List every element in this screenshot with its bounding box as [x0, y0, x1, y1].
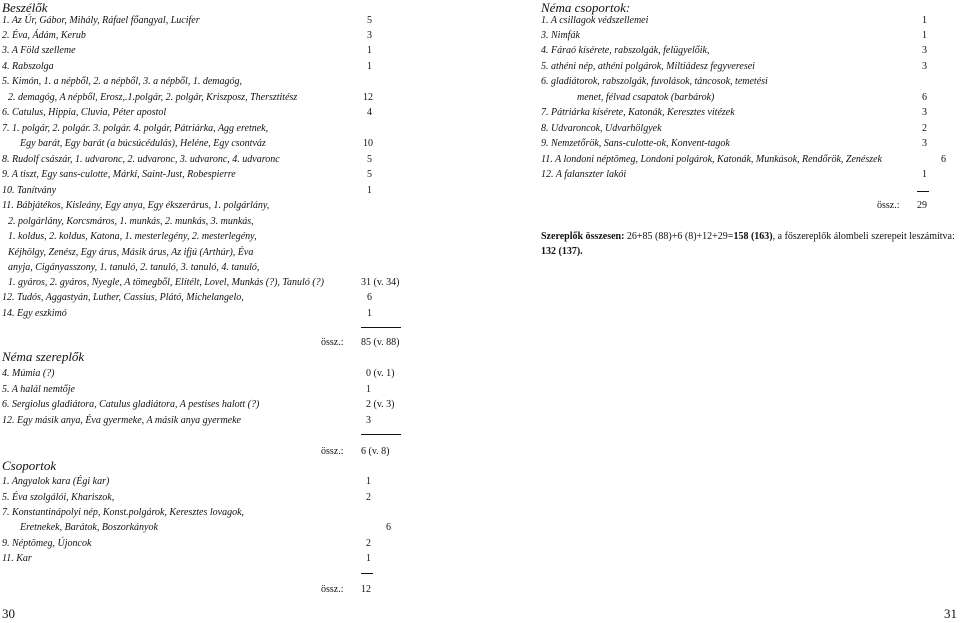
- list-item-count: 1: [367, 185, 372, 196]
- list-item-count: 6: [922, 92, 927, 103]
- list-item: menet, félvad csapatok (barbárok): [577, 92, 715, 103]
- list-item: 10. Tanítvány: [2, 185, 57, 196]
- list-item: 8. Rudolf császár, 1. udvaronc, 2. udvaronc, 3. udvaronc, 4. udvaronc: [2, 154, 280, 165]
- list-item: 5. Éva szolgálói, Khariszok,: [2, 492, 115, 503]
- list-item: 6. Sergiolus gladiátora, Catulus gladiátora, A pestises halott (?): [2, 399, 260, 410]
- sum-value: 12: [361, 584, 371, 595]
- list-item: 1. A csillagok védszellemei: [541, 15, 649, 26]
- list-item: 1. Angyalok kara (Égi kar): [2, 476, 110, 487]
- list-item-count: 3: [922, 138, 927, 149]
- list-item: 11. A londoni néptömeg, Londoni polgárok, Katonák, Munkások, Rendőrök, Zenészek: [541, 154, 882, 165]
- page-number-left: 30: [2, 606, 15, 621]
- list-item: 6. Catulus, Hippia, Cluvia, Péter apostol: [2, 107, 167, 118]
- list-item: 3. A Föld szelleme: [2, 45, 76, 56]
- list-item: anyja, Cigányasszony, 1. tanuló, 2. tanuló, 3. tanuló, 4. tanuló,: [8, 262, 260, 273]
- list-item: 7. Konstantinápolyi nép, Konst.polgárok, Keresztes lovagok,: [2, 507, 245, 518]
- heading-nema-csoportok: Néma csoportok:: [541, 0, 631, 15]
- list-item-count: 3: [366, 415, 371, 426]
- list-item: Eretnekek, Barátok, Boszorkányok: [20, 522, 158, 533]
- sum-rule: [361, 573, 373, 574]
- heading-csoportok: Csoportok: [2, 458, 57, 473]
- list-item: 4. Múmia (?): [2, 368, 55, 379]
- list-item-count: 3: [922, 61, 927, 72]
- list-item-count: 1: [922, 169, 927, 180]
- list-item: 8. Udvaroncok, Udvarhölgyek: [541, 123, 662, 134]
- summary-label: Szereplők összesen:: [541, 231, 625, 242]
- sum-label: össz.:: [321, 337, 344, 348]
- page-number-right: 31: [944, 606, 957, 621]
- list-item-count: 1: [366, 553, 371, 564]
- list-item: 12. Tudós, Aggastyán, Luther, Cassius, Plátó, Michelangelo,: [2, 292, 244, 303]
- list-item-count: 31 (v. 34): [361, 277, 400, 288]
- list-item: 9. Néptömeg, Újoncok: [2, 538, 92, 549]
- list-item: 12. Egy másik anya, Éva gyermeke, A másik anya gyermeke: [2, 415, 241, 426]
- list-item-count: 1: [366, 384, 371, 395]
- list-item: 5. A halál nemtője: [2, 384, 75, 395]
- list-item-count: 2: [922, 123, 927, 134]
- list-item-count: 6: [367, 292, 372, 303]
- list-item: 14. Egy eszkimó: [2, 308, 67, 319]
- list-item: 4. Fáraó kísérete, rabszolgák, felügyelőik,: [541, 45, 710, 56]
- list-item: 2. Éva, Ádám, Kerub: [2, 30, 86, 41]
- summary-tail: , a főszereplők álombeli szerepeit leszámítva:: [772, 231, 955, 242]
- list-item-count: 3: [922, 45, 927, 56]
- list-item: 3. Nimfák: [541, 30, 580, 41]
- list-item: 7. Pátriárka kísérete, Katonák, Keresztes vitézek: [541, 107, 735, 118]
- list-item: 11. Bábjátékos, Kisleány, Egy anya, Egy ékszerárus, 1. polgárlány,: [2, 200, 270, 211]
- list-item-count: 2: [366, 492, 371, 503]
- list-item: 7. 1. polgár, 2. polgár. 3. polgár. 4. polgár, Pátriárka, Agg eretnek,: [2, 123, 269, 134]
- list-item: 2. polgárlány, Korcsmáros, 1. munkás, 2. munkás, 3. munkás,: [8, 216, 254, 227]
- list-item-count: 2: [366, 538, 371, 549]
- list-item: 9. A tiszt, Egy sans-culotte, Márki, Saint-Just, Robespierre: [2, 169, 236, 180]
- list-item-count: 1: [367, 308, 372, 319]
- list-item: 9. Nemzetőrök, Sans-culotte-ok, Konvent-tagok: [541, 138, 730, 149]
- list-item-count: 5: [367, 15, 372, 26]
- list-item-count: 1: [367, 45, 372, 56]
- sum-label: össz.:: [321, 446, 344, 457]
- list-item: 5. athéni nép, athéni polgárok, Miltiádesz fegyveresei: [541, 61, 755, 72]
- list-item-count: 0 (v. 1): [366, 368, 395, 379]
- list-item: 6. gladiátorok, rabszolgák, fuvolások, táncosok, temetési: [541, 76, 768, 87]
- sum-rule: [361, 327, 401, 328]
- list-item: 1. koldus, 2. koldus, Katona, 1. mesterlegény, 2. mesterlegény,: [8, 231, 257, 242]
- sum-rule: [917, 191, 929, 192]
- list-item: 11. Kar: [2, 553, 32, 564]
- list-item: 5. Kimón, 1. a népből, 2. a népből, 3. a népből, 1. demagóg,: [2, 76, 242, 87]
- list-item-count: 10: [363, 138, 373, 149]
- list-item: Egy barát, Egy barát (a búcsúcédulás), Heléne, Egy csontváz: [20, 138, 266, 149]
- list-item: 4. Rabszolga: [2, 61, 54, 72]
- summary-formula: 26+85 (88)+6 (8)+12+29=: [624, 231, 734, 242]
- list-item: 1. gyáros, 2. gyáros, Nyegle, A tömegből, Elítélt, Lovel, Munkás (?), Tanuló (?): [8, 277, 324, 288]
- sum-value: 29: [917, 200, 927, 211]
- list-item-count: 2 (v. 3): [366, 399, 395, 410]
- list-item: 2. demagóg, A népből, Erosz,.1.polgár, 2. polgár, Kriszposz, Thersztitész: [8, 92, 298, 103]
- list-item-count: 1: [367, 61, 372, 72]
- list-item-count: 1: [922, 15, 927, 26]
- sum-label: össz.:: [321, 584, 344, 595]
- list-item-count: 3: [367, 30, 372, 41]
- sum-value: 85 (v. 88): [361, 337, 400, 348]
- heading-beszelok: Beszélők: [2, 0, 48, 15]
- list-item-count: 1: [366, 476, 371, 487]
- sum-label: össz.:: [877, 200, 900, 211]
- list-item: 1. Az Úr, Gábor, Mihály, Ráfael főangyal, Lucifer: [2, 15, 200, 26]
- list-item-count: 3: [922, 107, 927, 118]
- summary-main-total: 132 (137).: [541, 246, 583, 257]
- summary-total: 158 (163): [733, 231, 773, 242]
- list-item-count: 12: [363, 92, 373, 103]
- summary-line: [541, 231, 955, 243]
- list-item-count: 1: [922, 30, 927, 41]
- list-item-count: 6: [941, 154, 946, 165]
- sum-rule: [361, 434, 401, 435]
- heading-nema-szereplok: Néma szereplők: [2, 349, 85, 364]
- list-item: Kéjhölgy, Zenész, Egy árus, Másik árus, Az ifjú (Arthúr), Éva: [8, 247, 254, 258]
- sum-value: 6 (v. 8): [361, 446, 390, 457]
- list-item-count: 5: [367, 154, 372, 165]
- list-item-count: 4: [367, 107, 372, 118]
- list-item: 12. A falanszter lakói: [541, 169, 627, 180]
- list-item-count: 5: [367, 169, 372, 180]
- list-item-count: 6: [386, 522, 391, 533]
